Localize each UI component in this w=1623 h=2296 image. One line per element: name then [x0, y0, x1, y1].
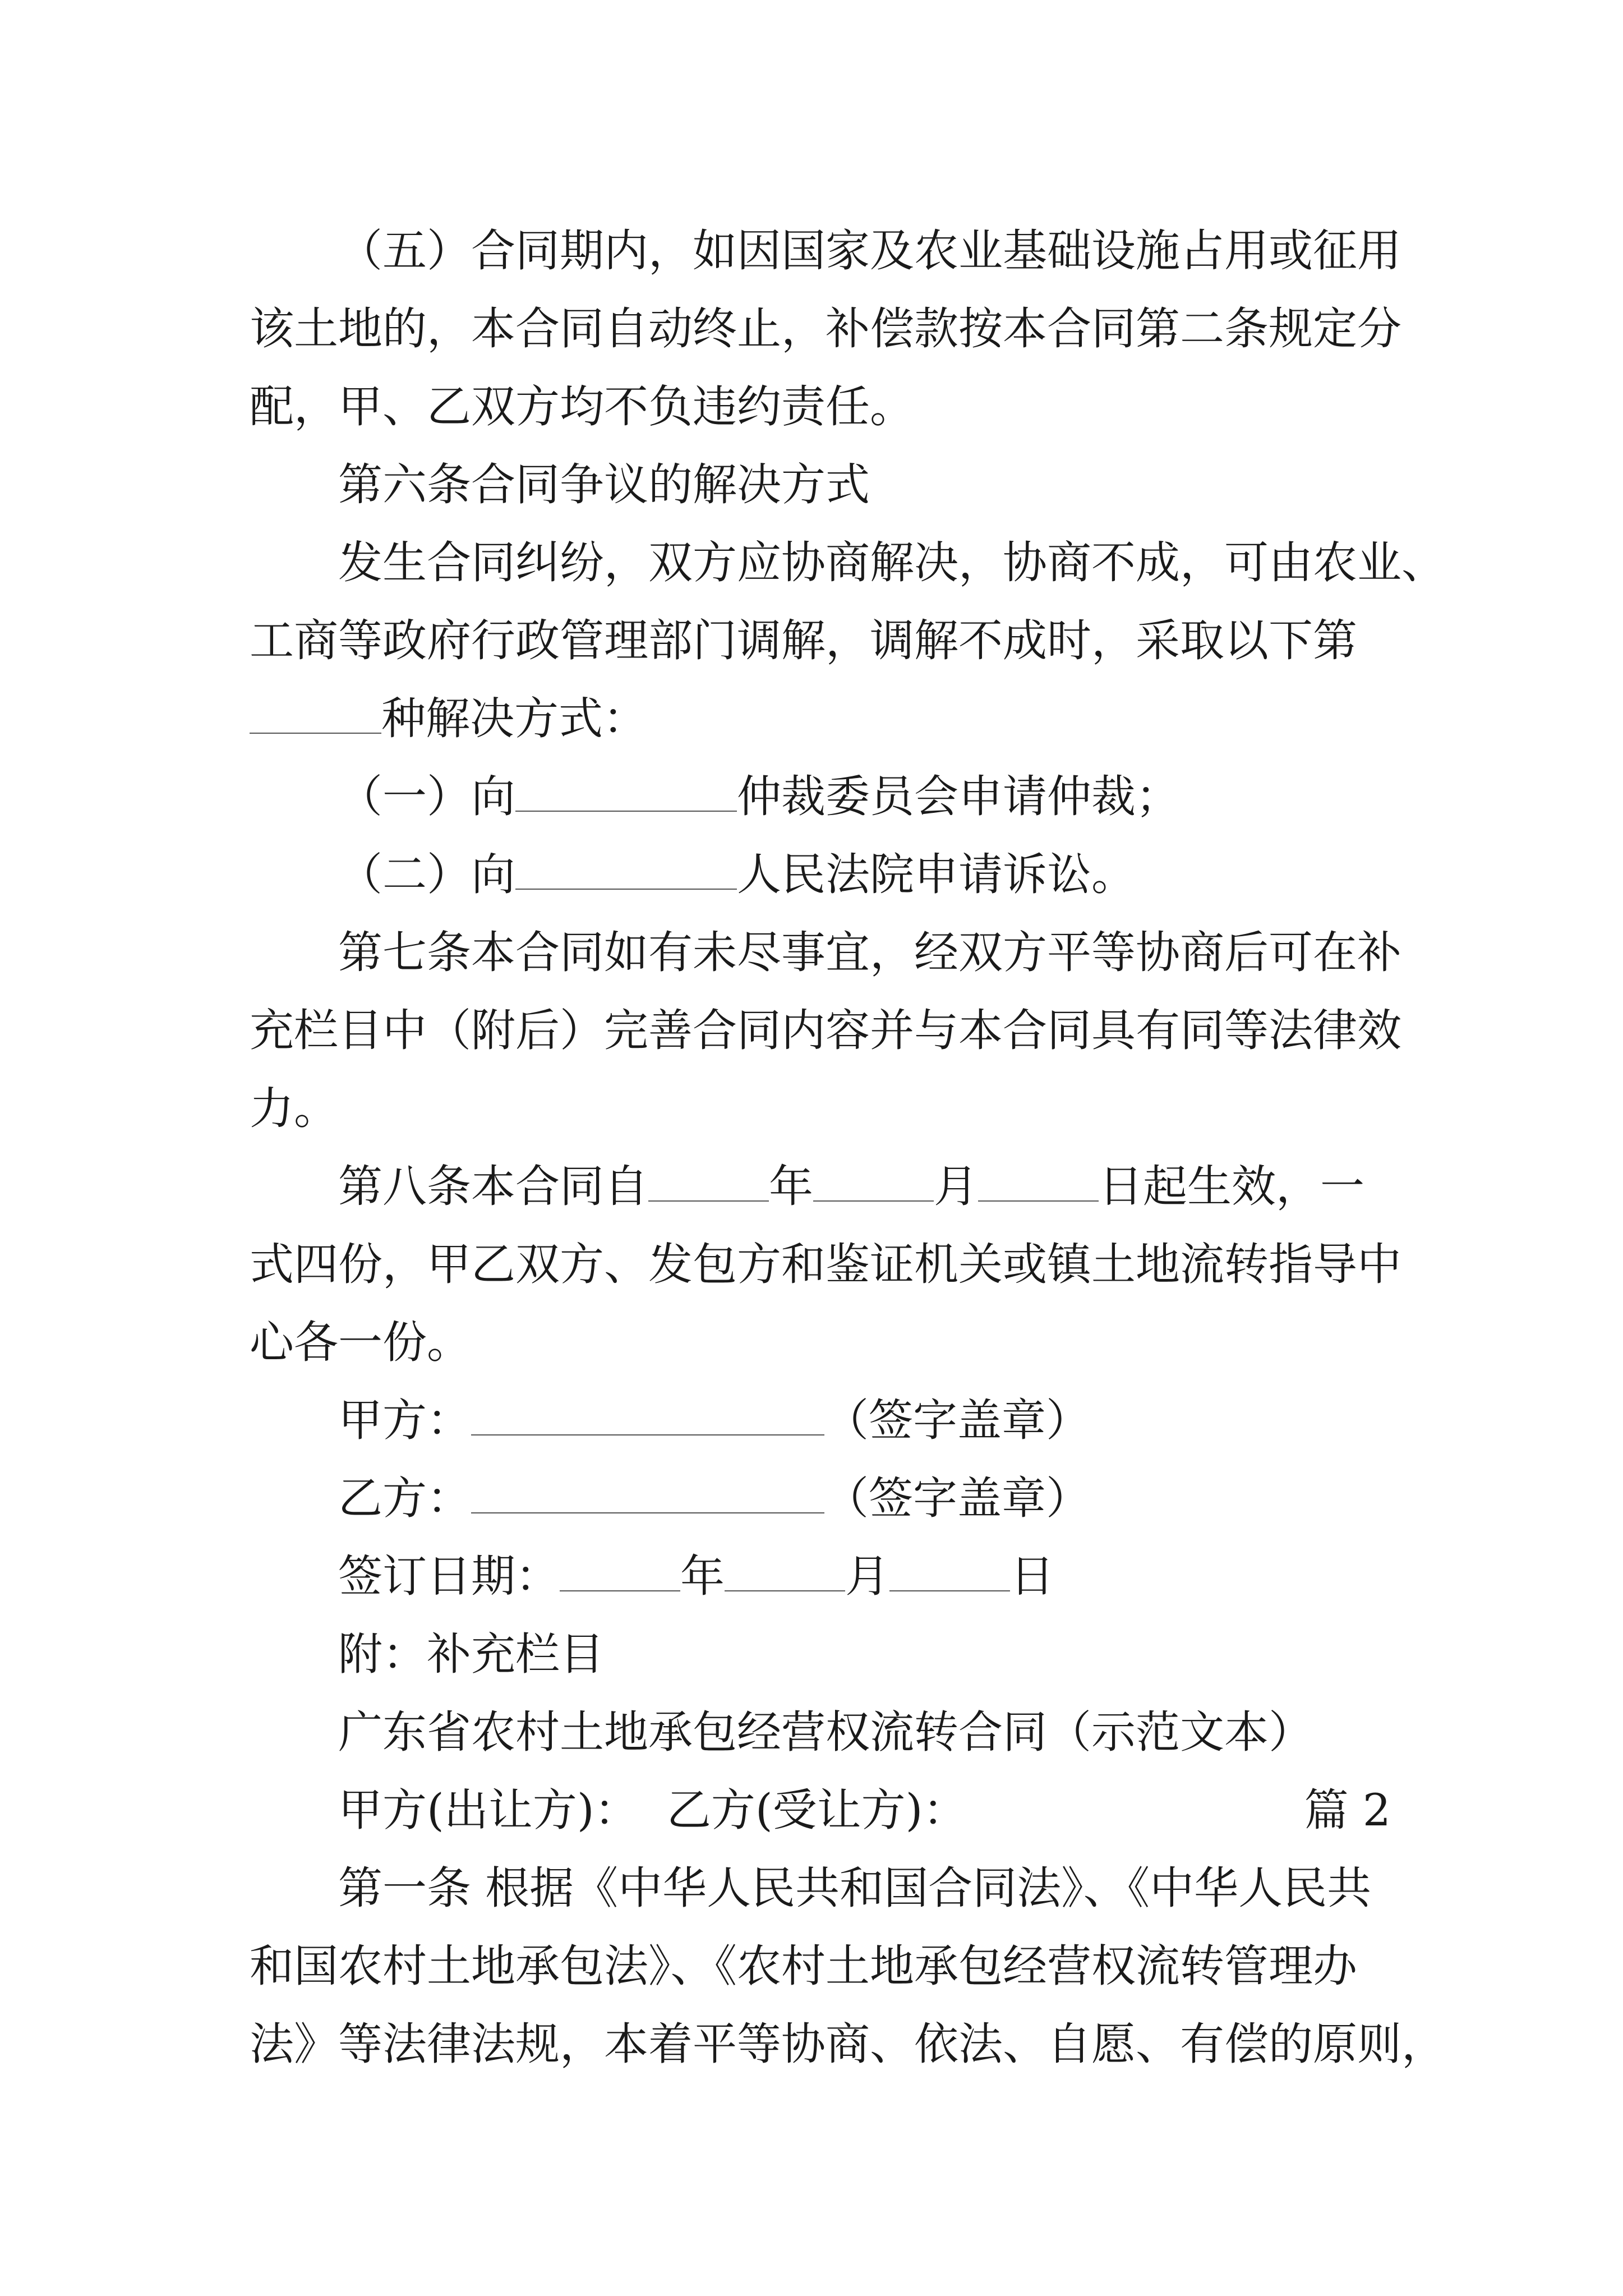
option-1: [250, 758, 1391, 836]
section-tag: 篇 2: [1304, 1784, 1391, 1836]
party-b-label: 乙方：: [338, 1473, 471, 1524]
option-2: [250, 836, 1391, 914]
article-1-line2: 和国农村土地承包法》、《农村土地承包经营权流转管理办: [250, 1940, 1357, 1992]
fill-blank: [560, 1556, 680, 1591]
fill-blank: [515, 854, 737, 890]
fill-blank: [725, 1556, 845, 1591]
document-body: [250, 212, 1446, 2083]
article-6-line3: [250, 680, 1391, 758]
day-label: 日起生效，一: [1099, 1161, 1364, 1212]
fill-blank: [515, 776, 737, 812]
month-label: 月: [845, 1550, 889, 1602]
para-clause-5-line3: 配，甲、乙双方均不负违约责任。: [250, 381, 914, 432]
signature-blank: [471, 1478, 824, 1513]
article-8-line1: [250, 1148, 1391, 1226]
signature-blank: [471, 1400, 824, 1435]
article-8-line3: 心各一份。: [250, 1317, 471, 1368]
article-8-line2: 式四份，甲乙双方、发包方和鉴证机关或镇土地流转指导中: [250, 1239, 1401, 1290]
article-7-line2: 充栏目中（附后）完善合同内容并与本合同具有同等法律效: [250, 1005, 1401, 1056]
year-label: 年: [769, 1161, 813, 1212]
article-7-line1: 第七条本合同如有未尽事宜，经双方平等协商后可在补: [338, 927, 1401, 978]
option-2-prefix: （二）向: [338, 849, 515, 900]
parties-line: 甲方(出让方)： 乙方(受让方)：: [338, 1784, 967, 1836]
sign-date-label: 签订日期：: [338, 1550, 560, 1602]
fill-blank: [250, 698, 381, 734]
fill-blank: [813, 1166, 934, 1202]
option-1-suffix: 仲裁委员会申请仲裁；: [737, 771, 1180, 822]
article-7-line3: 力。: [250, 1083, 338, 1134]
party-b-sign-note: （签字盖章）: [824, 1473, 1090, 1524]
fill-blank: [648, 1166, 769, 1202]
month-label: 月: [934, 1161, 978, 1212]
year-label: 年: [680, 1550, 725, 1602]
option-1-prefix: （一）向: [338, 771, 515, 822]
para-clause-5-line1: （五）合同期内，如因国家及农业基础设施占用或征用: [338, 225, 1401, 277]
para-clause-5-line2: 该土地的，本合同自动终止，补偿款按本合同第二条规定分: [250, 303, 1401, 355]
appendix-label: 附：补充栏目: [338, 1628, 604, 1680]
article-6-line1: 发生合同纠纷，双方应协商解决，协商不成，可由农业、: [338, 537, 1446, 588]
sign-date: [250, 1538, 1391, 1616]
article-6-line2: 工商等政府行政管理部门调解，调解不成时，采取以下第: [250, 615, 1357, 666]
fill-blank: [978, 1166, 1099, 1202]
option-2-suffix: 人民法院申请诉讼。: [737, 849, 1136, 900]
article-6-heading: 第六条合同争议的解决方式: [338, 459, 870, 510]
party-b-signature: [250, 1460, 1391, 1538]
article-6-line3-text: 种解决方式：: [381, 693, 647, 744]
party-a-label: 甲方：: [338, 1395, 471, 1446]
contract-title-text: 广东省农村土地承包经营权流转合同（示范文本）: [338, 1706, 1313, 1758]
day-label: 日: [1010, 1550, 1054, 1602]
party-a-sign-note: （签字盖章）: [824, 1395, 1090, 1446]
party-a-signature: [250, 1382, 1391, 1460]
article-1-line1: 第一条 根据《中华人民共和国合同法》、《中华人民共: [338, 1862, 1372, 1914]
article-1-line3: 法》等法律法规，本着平等协商、依法、自愿、有偿的原则，: [250, 2018, 1446, 2070]
fill-blank: [889, 1556, 1010, 1591]
article-8-prefix: 第八条本合同自: [338, 1161, 648, 1212]
